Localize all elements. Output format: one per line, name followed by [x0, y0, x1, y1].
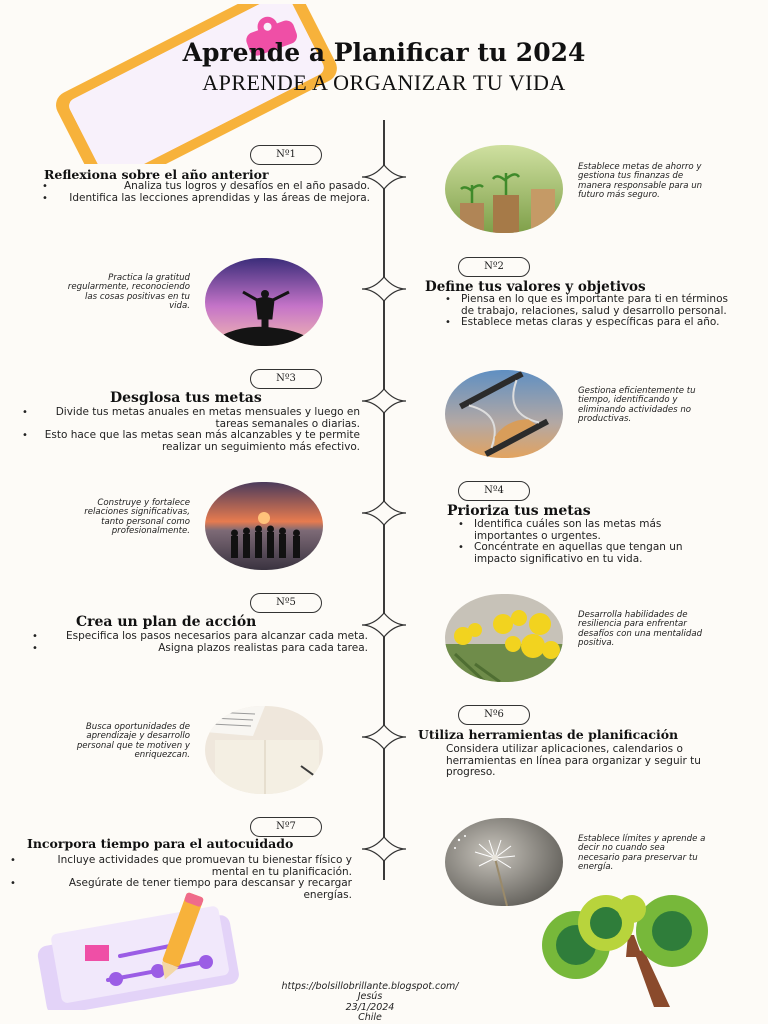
note-resilience: Desarrolla habilidades de resiliencia para enfrentar desafíos con una mentalidad positiva. [578, 610, 703, 648]
step-1-badge: Nº1 [250, 145, 322, 165]
step-3-title: Desglosa tus metas [110, 390, 262, 406]
footer-url[interactable]: https://bolsillobrillante.blogspot.com/ [281, 981, 459, 992]
step-1-title: Reflexiona sobre el año anterior [44, 167, 269, 182]
coin-stacks-image [445, 145, 563, 233]
page-subtitle: APRENDE A ORGANIZAR TU VIDA [202, 70, 566, 95]
yellow-flowers-image [445, 594, 563, 682]
note-boundaries: Establece límites y aprende a decir no cuando sea necesario para preservar tu energía. [578, 834, 706, 872]
dandelion-image [445, 818, 563, 906]
step-5-bullet: • Asigna plazos realistas para cada tarea. [30, 643, 368, 655]
step-1-bullets [40, 181, 370, 204]
step-1-bullet: • Analiza tus logros y desafíos en el año pasado. [40, 181, 370, 193]
step-3-bullet: • Esto hace que las metas sean más alcanzables y te permite realizar un seguimiento más efectivo. [20, 430, 360, 453]
step-5-bullet: • Especifica los pasos necesarios para alcanzar cada meta. [30, 631, 368, 643]
note-learning: Busca oportunidades de aprendizaje y desarrollo personal que te motiven y enriquezcan. [76, 722, 190, 760]
step-7-bullet: • Incluye actividades que promuevan tu bienestar físico y mental en tu planificación. [8, 855, 352, 878]
step-3-bullet: • Divide tus metas anuales en metas mensuales y luego en tareas semanales o diarias. [20, 407, 360, 430]
note-relationships: Construye y fortalece relaciones significativas, tanto personal como profesionalmente. [84, 498, 190, 536]
timeline-node [360, 836, 408, 862]
footer-author: Jesús [357, 991, 383, 1003]
step-2-bullets [443, 294, 743, 329]
step-1-bullet: • Identifica las lecciones aprendidas y las áreas de mejora. [40, 193, 370, 205]
timeline-node [360, 388, 408, 414]
step-2-title: Define tus valores y objetivos [425, 279, 646, 295]
step-7-bullet: • Asegúrate de tener tiempo para descansar y recargar energías. [8, 878, 352, 901]
hourglass-image [445, 370, 563, 458]
group-sunset-image [205, 482, 323, 570]
book-notebook-image [205, 706, 323, 794]
step-6-text: Considera utilizar aplicaciones, calendarios o herramientas en línea para organizar y seguir tu progreso. [446, 743, 701, 778]
note-gratitude: Practica la gratitud regularmente, reconociendo las cosas positivas en tu vida. [67, 273, 190, 311]
step-6-title: Utiliza herramientas de planificación [418, 727, 679, 742]
footer [0, 982, 740, 1024]
step-2-bullet: • Establece metas claras y específicas para el año. [443, 317, 743, 329]
step-3-badge: Nº3 [250, 369, 322, 389]
timeline-node [360, 724, 408, 750]
note-time: Gestiona eficientemente tu tiempo, identificando y eliminando actividades no productivas. [578, 386, 696, 424]
note-finance: Establece metas de ahorro y gestiona tus finanzas de manera responsable para un futuro más seguro. [578, 162, 703, 200]
step-7-badge: Nº7 [250, 817, 322, 837]
step-4-title: Prioriza tus metas [447, 503, 591, 519]
step-4-bullets [456, 519, 728, 565]
step-5-title: Crea un plan de acción [76, 614, 257, 630]
step-2-bullet: • Piensa en lo que es importante para ti en términos de trabajo, relaciones, salud y desarrollo personal. [443, 294, 743, 317]
person-silhouette-image [205, 258, 323, 346]
timeline-node [360, 500, 408, 526]
step-2-badge: Nº2 [458, 257, 530, 277]
footer-date: 23/1/2024 [345, 1001, 395, 1013]
timeline-node [360, 276, 408, 302]
step-4-badge: Nº4 [458, 481, 530, 501]
footer-country: Chile [358, 1012, 382, 1024]
page-title: Aprende a Planificar tu 2024 [182, 38, 586, 67]
step-7-title: Incorpora tiempo para el autocuidado [27, 836, 294, 851]
step-4-bullet: • Concéntrate en aquellas que tengan un impacto significativo en tu vida. [456, 542, 728, 565]
step-6-badge: Nº6 [458, 705, 530, 725]
step-5-badge: Nº5 [250, 593, 322, 613]
step-5-bullets [30, 631, 368, 654]
step-4-bullet: • Identifica cuáles son las metas más importantes o urgentes. [456, 519, 728, 542]
step-3-bullets [20, 407, 360, 453]
